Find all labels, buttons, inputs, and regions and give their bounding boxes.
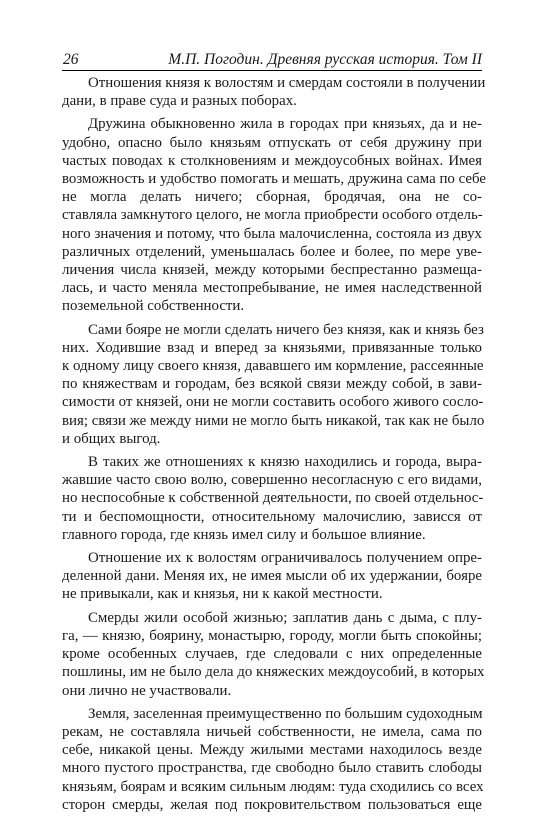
text-line: по княжествам и городам, без всякой связи между собой, в зави- — [62, 376, 482, 393]
paragraph — [62, 609, 485, 700]
text-line: жавшие часто свою волю, совершенно несогласную с его видами, — [62, 472, 482, 489]
text-line: поземельной собственности. — [62, 298, 245, 315]
text-line: вия; связи же между ними не могло быть никакой, так как не было — [62, 412, 485, 429]
text-line: В таких же отношениях к князю находились и города, выра- — [88, 454, 482, 471]
text-line: пошлины, им не было дела до княжеских междоусобий, в которых — [62, 664, 485, 681]
page-number: 26 — [63, 51, 79, 68]
text-line: них. Ходившие взад и вперед за князьями, привязанные только — [62, 339, 482, 356]
text-line: много пустого пространства, где свободно было ставить слободы — [62, 760, 482, 777]
text-line: Отношение их к волостям ограничивалось получением опре- — [88, 550, 482, 567]
text-line: дани, в праве суда и разных поборах. — [62, 93, 297, 110]
paragraph — [62, 74, 486, 110]
text-line: личения числа князей, между которыми беспрестанно размеща- — [62, 262, 482, 279]
running-header — [62, 44, 482, 71]
running-title: М.П. Погодин. Древняя русская история. Том II — [168, 51, 482, 68]
text-line: га, — князю, боярину, монастырю, городу, могли быть спокойны; — [62, 627, 482, 644]
text-line: к одному лицу своего князя, дававшего им кормление, рассеянные — [62, 358, 484, 375]
paragraph — [62, 705, 482, 814]
text-line: не могла делать ничего; сборная, бродячая, она не со- — [62, 189, 482, 206]
text-line: Смерды жили особой жизнью; заплатив дань с дыма, с плу- — [88, 609, 482, 626]
text-line: ти и беспомощности, относительному малочислию, зависся от — [62, 508, 482, 525]
paragraph — [62, 115, 486, 315]
paragraph — [62, 453, 482, 544]
text-line: ного значения и потому, что была малочисленна, состояла из двух — [62, 225, 482, 242]
text-line: кроме особенных случаев, где следовали с них определенные — [62, 646, 482, 663]
text-line: Сами бояре не могли сделать ничего без князя, как и князь без — [88, 321, 484, 338]
text-line: удобно, опасно было князьям отпускать от себя дружину при — [62, 134, 482, 151]
text-line: Отношения князя к волостям и смердам состояли в получении — [88, 75, 486, 91]
text-line: и общих выгод. — [62, 430, 161, 447]
text-line: лась, и часто меняла местопребывание, не имея наследственной — [62, 280, 482, 297]
text-line: возможность и удобство помогать и мешать, дружина сама по себе — [62, 171, 486, 188]
text-line: рекам, не составляла ничьей собственности, не имела, сама по — [62, 723, 482, 740]
paragraph — [62, 321, 485, 448]
text-line: но неспособные к собственной деятельности, по своей отдельнос- — [62, 490, 484, 507]
body-text — [62, 74, 486, 819]
text-line: Дружина обыкновенно жила в городах при князьях, да и не- — [88, 116, 482, 133]
text-line: главного города, где князь имел силу и большое влияние. — [62, 526, 426, 543]
text-line: ставляла замкнутого целого, не могла приобрести особого отдель- — [62, 207, 483, 224]
text-line: различных отделений, уменьшалась более и более, по мере уве- — [62, 243, 482, 260]
text-line: деленной дани. Меняя их, не имея мысли об их удержании, бояре — [62, 568, 482, 585]
text-line: не привыкали, как и князья, ни к какой местности. — [62, 586, 383, 603]
text-line: симости от князей, они не могли составить особого живого сосло- — [62, 394, 484, 411]
paragraph — [62, 549, 482, 604]
text-line: себе, никакой цены. Между жилыми местами находилось везде — [62, 742, 482, 759]
text-line: частых поводах к столкновениям и междоусобных войнах. Имея — [62, 152, 482, 169]
text-line: они лично не участвовали. — [62, 682, 232, 699]
text-line: сторон смерды, желая под покровительством пользоваться еще — [62, 796, 482, 813]
text-line: князьям, боярам и всяким сильным людям: туда сходились со всех — [62, 778, 484, 795]
text-line: Земля, заселенная преимущественно по большим судоходным — [88, 705, 483, 722]
